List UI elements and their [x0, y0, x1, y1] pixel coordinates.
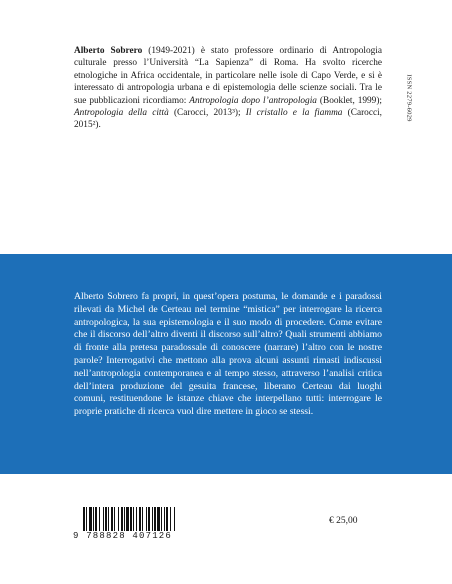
issn-label: [404, 44, 413, 152]
price: € 25,00: [329, 516, 358, 526]
barcode: [73, 493, 213, 548]
book-title-2: Antropologia della città: [74, 108, 169, 119]
author-bio: [74, 45, 382, 132]
author-name: Alberto Sobrero: [74, 46, 143, 56]
book-title-1: Antropologia dopo l’antropologia: [189, 95, 317, 106]
blurb-text: Alberto Sobrero fa propri, in quest’opera postuma, le domande e i paradossi rilevati da Michel de Certeau nel termine “mistica” per interrogare la ricerca antropologica, la sua epistemologia e il suo modo di procedere. Come evitare che il discorso dell’altro diventi il discorso sull’altro? Quali strumenti abbiamo di fronte alla pretesa paradossale di conoscere (narrare) l’altro con le nostre parole? Interrogativi che mettono alla prova alcuni assunti rimasti indiscussi nell’antropologia contemporanea e al tempo stesso, attraverso l’analisi critica dell’intera produzione del gesuita francese, liberano Certeau dai luoghi comuni, restituendone le istanze chiave che interpellano tutti: interrogare le proprie pratiche di ricerca vuol dire mettere in gioco se stessi.: [74, 291, 382, 418]
author-bio-intro: (1949-2021) è stato professore ordinario di Antropologia culturale presso l’Università “La Sapienza” di Roma. Ha svolto ricerche etnologiche in Africa occidentale, in particolare nelle isole di Capo Verde, e si è interessato di antropologia urbana e di epistemologia delle scienze sociali. Tra le sue pubblicazioni ricordiamo:: [74, 46, 382, 106]
book-title-3: Il cristallo e la fiamma: [245, 108, 343, 119]
book-info-3: (Carocci, 2015²).: [74, 108, 382, 131]
book-info-2: (Carocci, 2013³);: [168, 108, 246, 119]
barcode-icon: [83, 507, 203, 531]
issn-text: ISSN 2279-6029: [405, 74, 412, 122]
book-info-1: (Booklet, 1999);: [316, 95, 383, 106]
barcode-digits: 9 788828 407126: [73, 531, 173, 541]
